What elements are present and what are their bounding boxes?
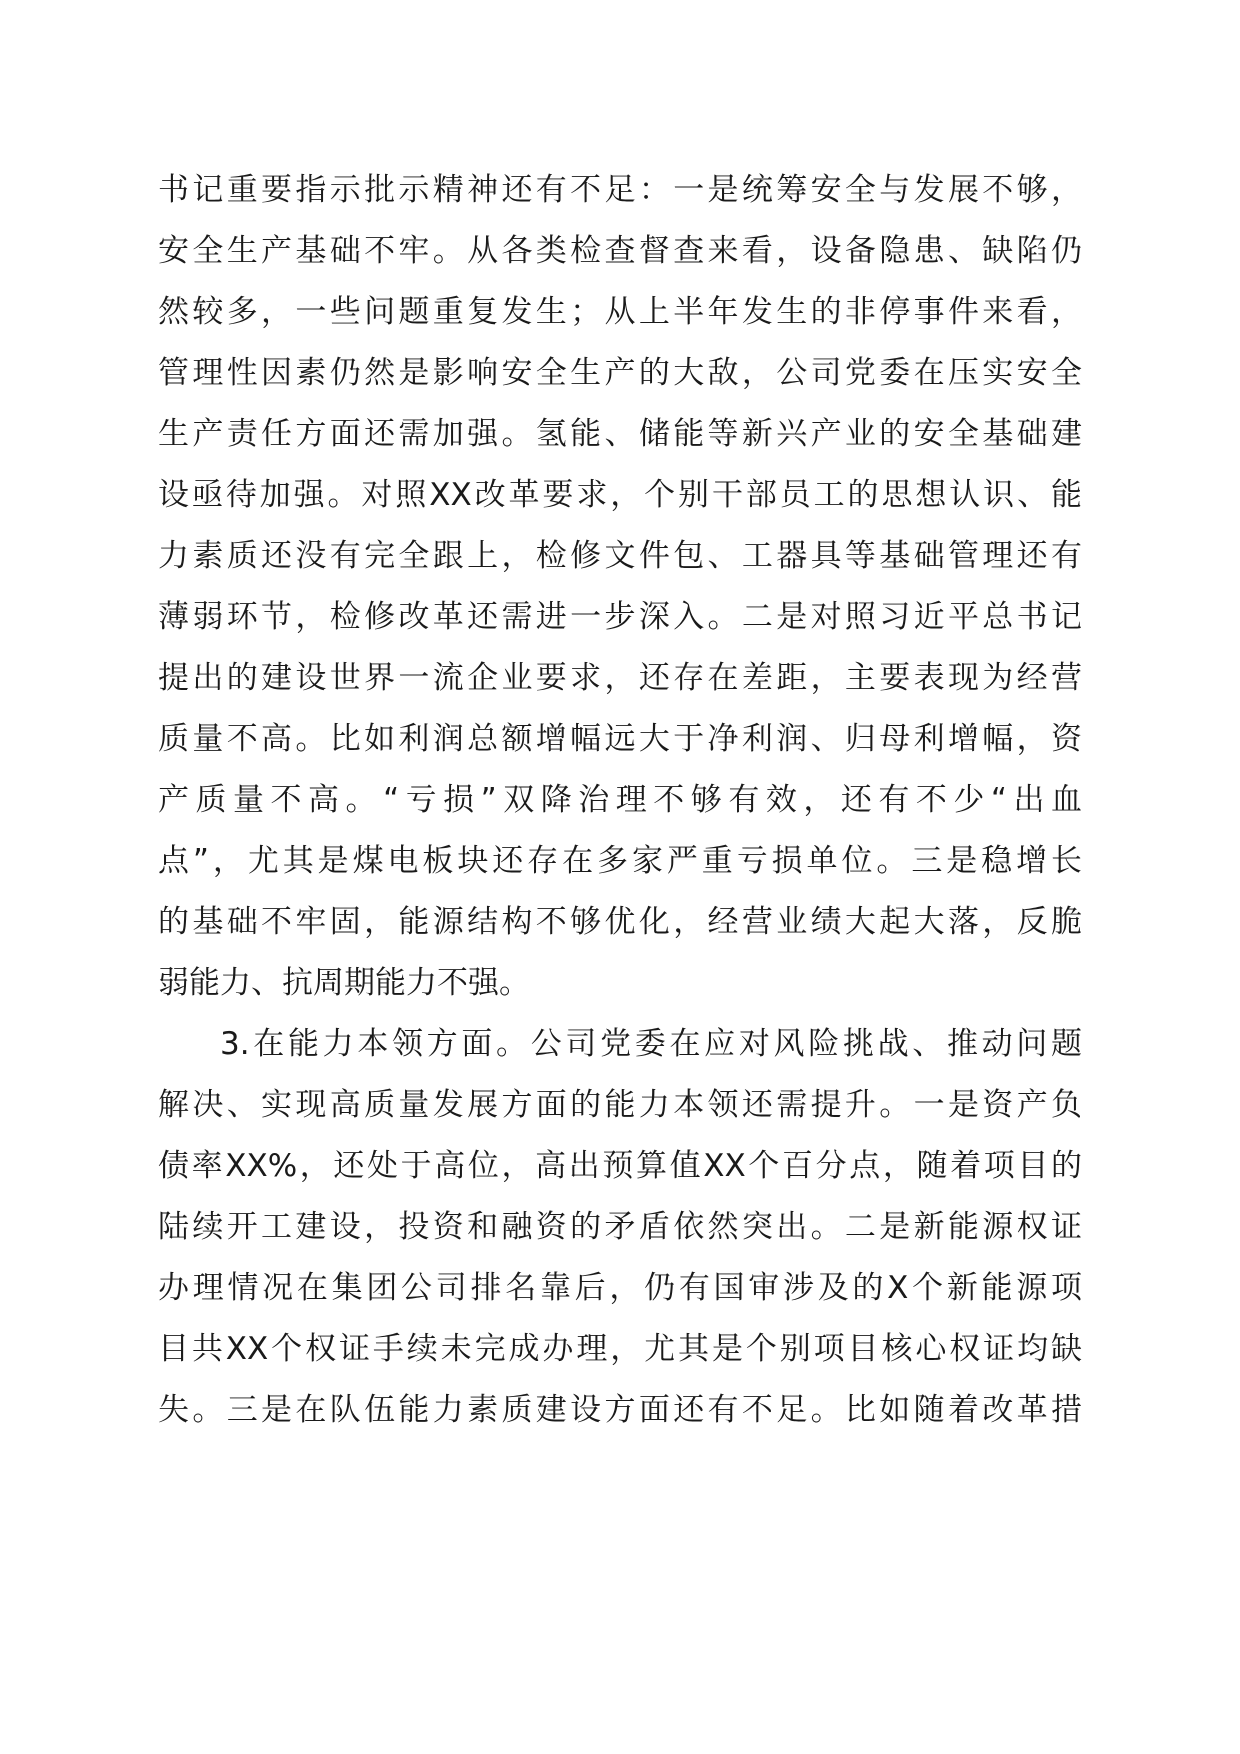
text-line: 3.在能力本领方面。公司党委在应对风险挑战、推动问题 — [220, 1026, 1082, 1062]
text-line: 安全生产基础不牢。从各类检查督查来看，设备隐患、缺陷仍 — [158, 233, 1082, 269]
text-line: 办理情况在集团公司排名靠后，仍有国审涉及的X个新能源项 — [158, 1270, 1082, 1306]
text-line: 管理性因素仍然是影响安全生产的大敌，公司党委在压实安全 — [158, 355, 1082, 391]
text-line: 目共XX个权证手续未完成办理，尤其是个别项目核心权证均缺 — [158, 1331, 1082, 1367]
text-line: 债率XX%，还处于高位，高出预算值XX个百分点，随着项目的 — [158, 1148, 1082, 1184]
text-line: 弱能力、抗周期能力不强。 — [158, 965, 530, 1001]
text-line: 产质量不高。“亏损”双降治理不够有效，还有不少“出血 — [158, 782, 1082, 818]
text-line: 点”，尤其是煤电板块还存在多家严重亏损单位。三是稳增长 — [158, 843, 1082, 879]
text-line: 提出的建设世界一流企业要求，还存在差距，主要表现为经营 — [158, 660, 1082, 696]
text-line: 失。三是在队伍能力素质建设方面还有不足。比如随着改革措 — [158, 1392, 1082, 1428]
document-body — [158, 160, 1082, 1441]
text-line: 解决、实现高质量发展方面的能力本领还需提升。一是资产负 — [158, 1087, 1082, 1123]
text-line: 然较多，一些问题重复发生；从上半年发生的非停事件来看， — [158, 294, 1082, 330]
text-line: 设亟待加强。对照XX改革要求，个别干部员工的思想认识、能 — [158, 477, 1082, 513]
paragraph — [158, 1014, 1082, 1441]
text-line: 陆续开工建设，投资和融资的矛盾依然突出。二是新能源权证 — [158, 1209, 1082, 1245]
text-line: 书记重要指示批示精神还有不足：一是统筹安全与发展不够， — [158, 172, 1082, 208]
text-line: 质量不高。比如利润总额增幅远大于净利润、归母利增幅，资 — [158, 721, 1082, 757]
text-line: 生产责任方面还需加强。氢能、储能等新兴产业的安全基础建 — [158, 416, 1082, 452]
paragraph — [158, 160, 1082, 1014]
text-line: 的基础不牢固，能源结构不够优化，经营业绩大起大落，反脆 — [158, 904, 1082, 940]
text-line: 力素质还没有完全跟上，检修文件包、工器具等基础管理还有 — [158, 538, 1082, 574]
text-line: 薄弱环节，检修改革还需进一步深入。二是对照习近平总书记 — [158, 599, 1082, 635]
